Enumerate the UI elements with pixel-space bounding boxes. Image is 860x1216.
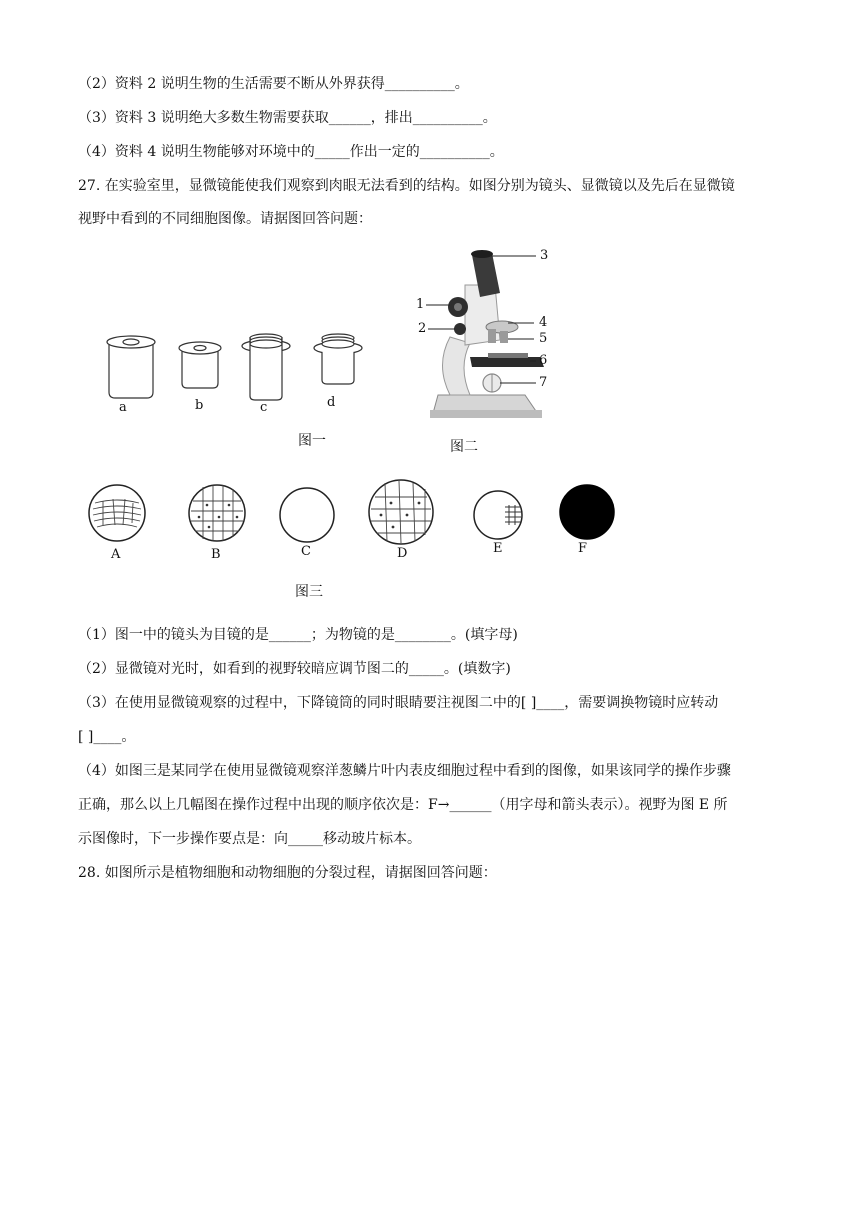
lens-label-d: d [327, 395, 336, 410]
question-26-2: （2）资料 2 说明生物的生活需要不断从外界获得__________。 [78, 76, 469, 92]
question-26-3: （3）资料 3 说明绝大多数生物需要获取______，排出__________。 [78, 110, 497, 126]
view-label-b: B [211, 547, 221, 562]
lens-d-body [322, 352, 354, 384]
question-27-2: （2）显微镜对光时，如看到的视野较暗应调节图二的_____。(填数字) [78, 661, 511, 677]
part-label-1: 1 [416, 297, 425, 312]
view-a [89, 485, 145, 541]
part-label-5: 5 [539, 331, 548, 346]
part-label-3: 3 [540, 248, 549, 263]
figure-1-caption: 图一 [298, 433, 326, 449]
part-label-6: 6 [539, 353, 548, 368]
view-drawings [85, 475, 625, 570]
view-label-a: A [111, 547, 121, 562]
view-b [189, 485, 245, 541]
question-27-3-line1: （3）在使用显微镜观察的过程中，下降镜筒的同时眼睛要注视图二中的[ ]____，需要调换物镜时应转动 [78, 695, 719, 711]
question-27-4-line1: （4）如图三是某同学在使用显微镜观察洋葱鳞片叶内表皮细胞过程中看到的图像，如果该同学的操作步骤 [78, 763, 731, 779]
view-label-f: F [578, 541, 588, 556]
lens-b-hole [194, 346, 206, 351]
question-27-stem-line2: 视野中看到的不同细胞图像。请据图回答问题： [78, 211, 372, 227]
lens-a-body [109, 342, 153, 398]
view-label-c: C [301, 544, 311, 559]
part-label-4: 4 [539, 315, 548, 330]
question-27-3-line2: [ ]____。 [78, 729, 136, 745]
part-label-7: 7 [539, 375, 548, 390]
figure-3-caption: 图三 [295, 584, 323, 600]
lens-c-body [250, 350, 282, 400]
question-27-1: （1）图一中的镜头为目镜的是______；为物镜的是________。(填字母) [78, 627, 518, 643]
figure-2-microscope [410, 245, 560, 430]
question-28-stem: 28. 如图所示是植物细胞和动物细胞的分裂过程，请据图回答问题： [78, 865, 497, 881]
lens-label-b: b [195, 398, 204, 413]
microscope-drawing [410, 245, 560, 430]
figure-2-caption: 图二 [450, 439, 478, 455]
part-label-2: 2 [418, 321, 427, 336]
view-label-d: D [397, 546, 408, 561]
lens-label-c: c [260, 400, 268, 415]
figure-1-lenses [95, 320, 375, 460]
view-c [280, 488, 334, 542]
question-27-4-line2: 正确，那么以上几幅图在操作过程中出现的顺序依次是：F→______（用字母和箭头表示）。视野为图 E 所 [78, 797, 728, 813]
question-27-4-line3: 示图像时，下一步操作要点是：向_____移动玻片标本。 [78, 831, 421, 847]
view-f [560, 485, 614, 539]
view-label-e: E [493, 541, 503, 556]
question-27-stem-line1: 27. 在实验室里，显微镜能使我们观察到肉眼无法看到的结构。如图分别为镜头、显微镜以及先后在显微镜 [78, 178, 735, 194]
lens-a-hole [123, 339, 139, 345]
question-26-4: （4）资料 4 说明生物能够对环境中的_____作出一定的__________。 [78, 144, 504, 160]
lens-label-a: a [119, 400, 127, 415]
figure-3-views [85, 475, 625, 570]
lens-drawings [95, 320, 375, 460]
